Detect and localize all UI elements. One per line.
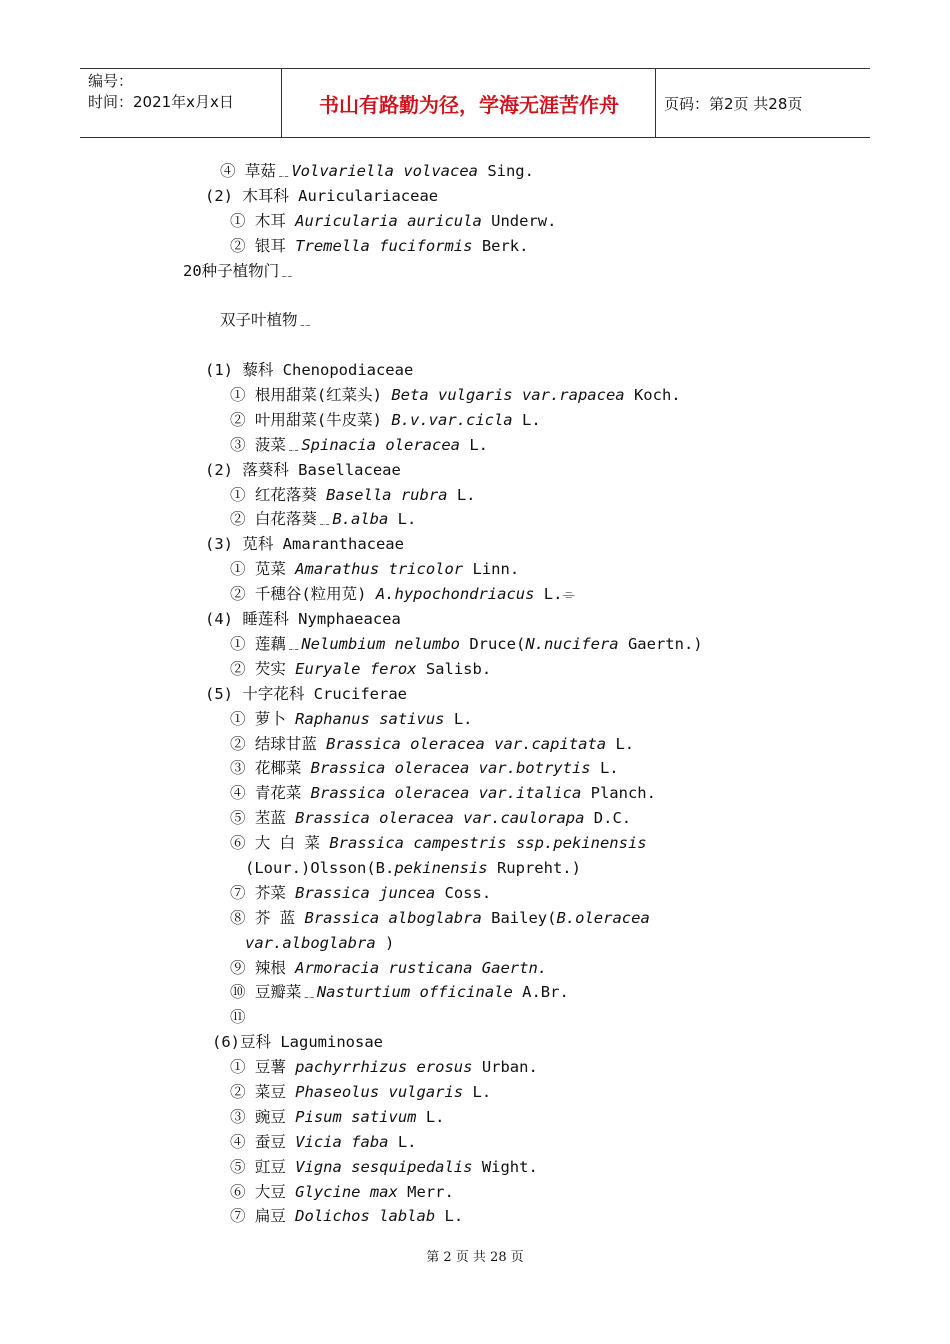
text-run: L. <box>463 1082 492 1101</box>
latin-name: Amarathus tricolor <box>295 560 464 579</box>
line-text <box>230 1005 246 1030</box>
line-text <box>230 657 491 682</box>
latin-name: Phaseolus vulgaris <box>295 1082 464 1101</box>
text-run: Linn. <box>463 560 520 579</box>
text-run: Merr. <box>397 1182 454 1201</box>
text-line <box>0 931 950 956</box>
text-line <box>0 1204 950 1229</box>
latin-name: Raphanus sativus <box>295 709 445 728</box>
document-body <box>0 159 950 1229</box>
line-text <box>230 1180 454 1205</box>
text-run: ) <box>375 933 395 952</box>
latin-name: Vicia faba <box>295 1132 389 1151</box>
text-run: ⑦ 芥菜 <box>230 883 296 902</box>
text-run: D.C. <box>584 809 632 828</box>
latin-name: A.hypochondriacus <box>375 585 535 604</box>
text-line <box>0 1030 950 1055</box>
text-line <box>0 632 950 657</box>
latin-name: var.alboglabra <box>245 933 376 952</box>
text-line <box>0 234 950 259</box>
text-run: Bailey( <box>481 908 557 927</box>
text-run: ② 千穗谷(粒用苋) <box>230 585 376 604</box>
text-line <box>0 1005 950 1030</box>
text-line <box>0 856 950 881</box>
text-run: Salisb. <box>416 659 492 678</box>
line-text <box>230 582 575 607</box>
line-text <box>205 458 401 483</box>
line-text <box>205 532 404 557</box>
line-text <box>230 831 647 856</box>
text-line <box>0 657 950 682</box>
latin-name: Basella rubra <box>326 485 448 504</box>
text-line <box>0 259 950 284</box>
text-run: ① 莲藕﹎ <box>230 634 302 653</box>
line-text <box>230 507 416 532</box>
text-run: Wight. <box>472 1157 538 1176</box>
text-run: 双子叶植物﹎ <box>220 311 314 330</box>
line-text <box>230 557 519 582</box>
text-run: (1) 藜科 Chenopodiaceae <box>205 361 414 380</box>
page-footer: 第 2 页 共 28 页 <box>426 1250 524 1265</box>
text-run: (2) 落葵科 Basellaceae <box>205 460 401 479</box>
line-text <box>230 408 541 433</box>
text-run: (Lour.)Olsson(B. <box>245 858 395 877</box>
text-run: ③ 菠菜﹎ <box>230 435 302 454</box>
line-text <box>230 209 556 234</box>
text-line <box>0 980 950 1005</box>
text-run: Koch. <box>624 386 681 405</box>
header-divider <box>655 69 656 137</box>
text-run: (5) 十字花科 Cruciferae <box>205 684 407 703</box>
latin-name: Brassica oleracea var.caulorapa <box>295 809 585 828</box>
text-run: L. <box>606 734 635 753</box>
line-text <box>230 980 569 1005</box>
text-line <box>0 483 950 508</box>
line-text <box>230 1204 463 1229</box>
text-run: ② 白花落葵﹎ <box>230 510 333 529</box>
latin-name: Vigna sesquipedalis <box>295 1157 473 1176</box>
text-run: L. <box>388 1132 417 1151</box>
text-run: L. <box>388 510 417 529</box>
text-line <box>0 682 950 707</box>
latin-name: B.alba <box>332 510 389 529</box>
latin-name: Nelumbium nelumbo <box>301 634 460 653</box>
text-run: Coss. <box>435 883 492 902</box>
line-text <box>183 259 295 284</box>
latin-name: Euryale ferox <box>295 659 417 678</box>
line-text <box>230 732 634 757</box>
text-run: ⑨ 辣根 <box>230 958 296 977</box>
text-line <box>0 1130 950 1155</box>
text-line <box>0 159 950 184</box>
text-run: 20种子植物门﹎ <box>183 261 295 280</box>
text-line <box>0 781 950 806</box>
latin-name: Beta vulgaris var.rapacea <box>391 386 625 405</box>
text-run: ③ 花椰菜 <box>230 759 311 778</box>
latin-name: Brassica oleracea var.botrytis <box>310 759 591 778</box>
text-run: ⑥ 大 白 菜 <box>230 834 330 853</box>
text-line <box>0 1180 950 1205</box>
latin-name: Brassica campestris ssp.pekinensis <box>329 834 647 853</box>
latin-name: N.nucifera <box>525 634 619 653</box>
text-line <box>0 756 950 781</box>
line-text <box>205 358 413 383</box>
text-run: ⑥ 大豆 <box>230 1182 296 1201</box>
text-run: ⑪ <box>230 1008 246 1027</box>
text-run: L. <box>447 485 476 504</box>
text-run: (6)豆科 Laguminosae <box>212 1033 383 1052</box>
text-line <box>0 732 950 757</box>
text-line <box>0 557 950 582</box>
text-run: ① 苋菜 <box>230 560 296 579</box>
text-line <box>0 1155 950 1180</box>
text-run: ① 豆薯 <box>230 1058 296 1077</box>
text-run: ⑤ 苤蓝 <box>230 809 296 828</box>
text-line <box>0 881 950 906</box>
text-run: Planch. <box>581 784 656 803</box>
text-line <box>0 458 950 483</box>
line-text <box>205 184 438 209</box>
text-run: ① 木耳 <box>230 211 296 230</box>
header-page-label: 页码：第2页 共28页 <box>664 94 803 113</box>
latin-name: pekinensis <box>394 858 488 877</box>
line-text <box>230 234 528 259</box>
line-text <box>230 781 656 806</box>
text-run: ⑩ 豆瓣菜﹎ <box>230 983 317 1002</box>
line-text <box>220 159 534 184</box>
line-text <box>220 308 313 333</box>
text-run: ④ 草菇﹎ <box>220 161 292 180</box>
text-line <box>0 184 950 209</box>
page-header <box>80 68 870 138</box>
text-run: ② 芡实 <box>230 659 296 678</box>
text-line <box>0 408 950 433</box>
text-line <box>0 1105 950 1130</box>
text-run: L. <box>416 1107 445 1126</box>
text-line <box>0 906 950 931</box>
text-run: ④ 蚕豆 <box>230 1132 296 1151</box>
text-run: ⑧ 芥 蓝 <box>230 908 305 927</box>
line-text <box>230 881 491 906</box>
line-text <box>230 483 476 508</box>
line-text <box>230 956 547 981</box>
text-run: ② 叶用甜菜(牛皮菜) <box>230 410 392 429</box>
text-run: Underw. <box>481 211 557 230</box>
text-run: ④ 青花菜 <box>230 784 311 803</box>
line-text <box>230 1130 417 1155</box>
line-text <box>230 707 472 732</box>
text-run: ② 结球甘蓝 <box>230 734 327 753</box>
latin-name: B.oleracea <box>556 908 650 927</box>
text-run: ① 根用甜菜(红菜头) <box>230 386 392 405</box>
text-run: Berk. <box>472 236 529 255</box>
line-text <box>230 383 681 408</box>
text-run: ③ 豌豆 <box>230 1107 296 1126</box>
text-run: L.⌯ <box>534 585 575 604</box>
text-line <box>0 1080 950 1105</box>
text-line <box>0 607 950 632</box>
text-run: L. <box>444 709 473 728</box>
text-run: Sing. <box>477 161 534 180</box>
text-run: L. <box>590 759 619 778</box>
text-line <box>0 283 950 333</box>
text-line <box>0 333 950 383</box>
latin-name: Spinacia oleracea <box>301 435 460 454</box>
code-label: 编号： <box>88 72 134 90</box>
text-line <box>0 806 950 831</box>
text-line <box>0 383 950 408</box>
latin-name: Volvariella volvacea <box>291 161 478 180</box>
text-line <box>0 707 950 732</box>
text-line <box>0 1055 950 1080</box>
text-run: ① 红花落葵 <box>230 485 327 504</box>
line-text <box>230 906 650 931</box>
line-text <box>230 1105 445 1130</box>
latin-name: Brassica alboglabra <box>304 908 482 927</box>
line-text <box>230 433 488 458</box>
line-text <box>230 1080 491 1105</box>
date-label: 时间：2021年x月x日 <box>88 93 234 111</box>
text-line <box>0 508 950 533</box>
latin-name: Pisum sativum <box>295 1107 417 1126</box>
header-motto: 书山有路勤为径，学海无涯苦作舟 <box>319 92 619 117</box>
line-text <box>245 931 394 956</box>
text-run: Urban. <box>472 1058 538 1077</box>
text-run: Druce( <box>459 634 526 653</box>
text-run: (4) 睡莲科 Nymphaeacea <box>205 610 401 629</box>
line-text <box>205 607 401 632</box>
text-run: L. <box>435 1207 464 1226</box>
text-run: L. <box>459 435 488 454</box>
line-text <box>230 632 703 657</box>
latin-name: Brassica oleracea var.capitata <box>326 734 607 753</box>
line-text <box>230 1055 538 1080</box>
text-run: ⑤ 豇豆 <box>230 1157 296 1176</box>
text-run: A.Br. <box>512 983 569 1002</box>
latin-name: B.v.var.cicla <box>391 410 513 429</box>
header-divider <box>281 69 282 137</box>
text-line <box>0 582 950 607</box>
text-run: Rupreht.) <box>487 858 581 877</box>
latin-name: Tremella fuciformis <box>295 236 473 255</box>
line-text <box>230 756 619 781</box>
latin-name: pachyrrhizus erosus <box>295 1058 473 1077</box>
text-run: ② 银耳 <box>230 236 296 255</box>
latin-name: Nasturtium officinale <box>316 983 513 1002</box>
line-text <box>230 1155 538 1180</box>
text-line <box>0 433 950 458</box>
line-text <box>245 856 581 881</box>
line-text <box>230 806 631 831</box>
text-run: L. <box>512 410 541 429</box>
latin-name: Auricularia auricula <box>295 211 482 230</box>
latin-name: Glycine max <box>295 1182 398 1201</box>
latin-name: Dolichos lablab <box>295 1207 436 1226</box>
text-run: (3) 苋科 Amaranthaceae <box>205 535 404 554</box>
latin-name: Brassica juncea <box>295 883 436 902</box>
text-run: (2) 木耳科 Auriculariaceae <box>205 186 439 205</box>
latin-name: Brassica oleracea var.italica <box>310 784 582 803</box>
line-text <box>205 682 407 707</box>
text-run: ① 萝卜 <box>230 709 296 728</box>
text-run: ② 菜豆 <box>230 1082 296 1101</box>
text-line <box>0 831 950 856</box>
text-run: Gaertn.) <box>618 634 703 653</box>
latin-name: Armoracia rusticana Gaertn. <box>295 958 548 977</box>
text-line <box>0 532 950 557</box>
line-text <box>212 1030 383 1055</box>
text-line <box>0 956 950 981</box>
header-meta <box>88 71 280 113</box>
text-run: ⑦ 扁豆 <box>230 1207 296 1226</box>
text-line <box>0 209 950 234</box>
